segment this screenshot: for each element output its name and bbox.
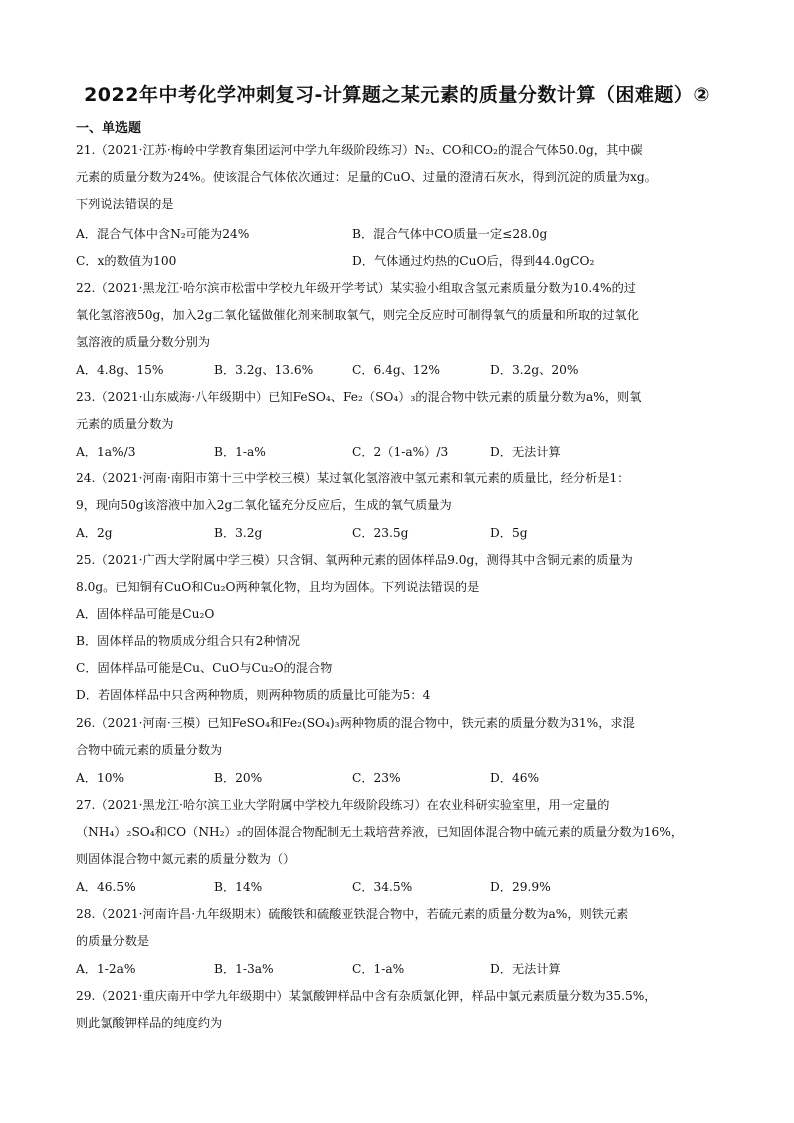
option-d: D．无法计算	[490, 962, 561, 976]
question-25-option-d: D．若固体样品中只含两种物质，则两种物质的质量比可能为5：4	[76, 688, 431, 702]
option-a: A．46.5%	[76, 880, 136, 894]
option-c: C．6.4g、12%	[352, 363, 440, 377]
question-29-line-2: 则此氯酸钾样品的纯度约为	[76, 1016, 223, 1030]
question-26-line-1: 26.（2021·河南·三模）已知FeSO₄和Fe₂(SO₄)₃两种物质的混合物中，铁元素的质量分数为31%，求混	[76, 716, 635, 730]
option-c: C．1-a%	[352, 962, 405, 976]
question-25-option-b: B．固体样品的物质成分组合只有2种情况	[76, 634, 300, 648]
question-22-line-3: 氢溶液的质量分数分别为	[76, 335, 211, 349]
option-c: C．23%	[352, 771, 401, 785]
option-d: D．无法计算	[490, 445, 561, 459]
option-c: C．x的数值为100	[76, 254, 177, 268]
question-25-option-a: A．固体样品可能是Cu₂O	[76, 607, 215, 621]
question-25-line-2: 8.0g。已知铜有CuO和Cu₂O两种氧化物，且均为固体。下列说法错误的是	[76, 580, 480, 594]
question-24-line-2: 9，现向50g该溶液中加入2g二氧化锰充分反应后，生成的氧气质量为	[76, 498, 452, 512]
question-25-line-1: 25.（2021·广西大学附属中学三模）只含铜、氧两种元素的固体样品9.0g，测得其中含铜元素的质量为	[76, 553, 633, 567]
question-26-line-2: 合物中硫元素的质量分数为	[76, 743, 223, 757]
question-25-option-c: C．固体样品可能是Cu、CuO与Cu₂O的混合物	[76, 661, 333, 675]
option-d: D．气体通过灼热的CuO后，得到44.0gCO₂	[352, 254, 595, 268]
option-a: A．4.8g、15%	[76, 363, 164, 377]
option-d: D．5g	[490, 526, 528, 540]
option-b: B．20%	[214, 771, 263, 785]
question-22-line-1: 22.（2021·黑龙江·哈尔滨市松雷中学校九年级开学考试）某实验小组取含氢元素质量分数为10.4%的过	[76, 281, 636, 295]
question-23-line-1: 23.（2021·山东威海·八年级期中）已知FeSO₄、Fe₂（SO₄）₃的混合物中铁元素的质量分数为a%，则氧	[76, 390, 642, 404]
option-d: D．29.9%	[490, 880, 551, 894]
option-b: B．1-a%	[214, 445, 266, 459]
page-title: 2022年中考化学冲刺复习-计算题之某元素的质量分数计算（困难题）②	[84, 84, 710, 106]
question-27-line-3: 则固体混合物中氮元素的质量分数为（）	[76, 852, 296, 866]
question-22-line-2: 氧化氢溶液50g，加入2g二氧化锰做催化剂来制取氧气，则完全反应时可制得氧气的质量和所取的过氧化	[76, 308, 639, 322]
option-a: A．10%	[76, 771, 125, 785]
option-a: A．混合气体中含N₂可能为24%	[76, 227, 250, 241]
question-21-line-2: 元素的质量分数为24%。使该混合气体依次通过：足量的CuO、过量的澄清石灰水，得到沉淀的质量为xg。	[76, 170, 657, 184]
option-a: A．1a%/3	[76, 445, 136, 459]
question-27-line-1: 27.（2021·黑龙江·哈尔滨工业大学附属中学校九年级阶段练习）在农业科研实验室里，用一定量的	[76, 798, 610, 812]
question-21-line-1: 21.（2021·江苏·梅岭中学教育集团运河中学九年级阶段练习）N₂、CO和CO₂的混合气体50.0g，其中碳	[76, 143, 643, 157]
section-heading: 一、单选题	[76, 121, 142, 136]
option-b: B．14%	[214, 880, 263, 894]
option-b: B．3.2g、13.6%	[214, 363, 314, 377]
option-c: C．34.5%	[352, 880, 413, 894]
option-b: B．1-3a%	[214, 962, 274, 976]
option-d: D．46%	[490, 771, 540, 785]
question-23-line-2: 元素的质量分数为	[76, 417, 174, 431]
question-27-line-2: （NH₄）₂SO₄和CO（NH₂）₂的固体混合物配制无土栽培营养液，已知固体混合物中硫元素的质量分数为16%，	[76, 825, 684, 839]
question-21-line-3: 下列说法错误的是	[76, 197, 174, 211]
option-a: A．2g	[76, 526, 113, 540]
option-d: D．3.2g、20%	[490, 363, 579, 377]
option-c: C．23.5g	[352, 526, 409, 540]
question-29-line-1: 29.（2021·重庆南开中学九年级期中）某氯酸钾样品中含有杂质氯化钾，样品中氯元素质量分数为35.5%，	[76, 989, 657, 1003]
option-a: A．1-2a%	[76, 962, 136, 976]
question-28-line-2: 的质量分数是	[76, 934, 150, 948]
option-b: B．混合气体中CO质量一定≤28.0g	[352, 227, 548, 241]
question-24-line-1: 24.（2021·河南·南阳市第十三中学校三模）某过氧化氢溶液中氢元素和氧元素的质量比，经分析是1：	[76, 471, 630, 485]
question-28-line-1: 28.（2021·河南许昌·九年级期末）硫酸铁和硫酸亚铁混合物中，若硫元素的质量分数为a%，则铁元素	[76, 907, 629, 921]
option-b: B．3.2g	[214, 526, 263, 540]
option-c: C．2（1-a%）/3	[352, 445, 449, 459]
